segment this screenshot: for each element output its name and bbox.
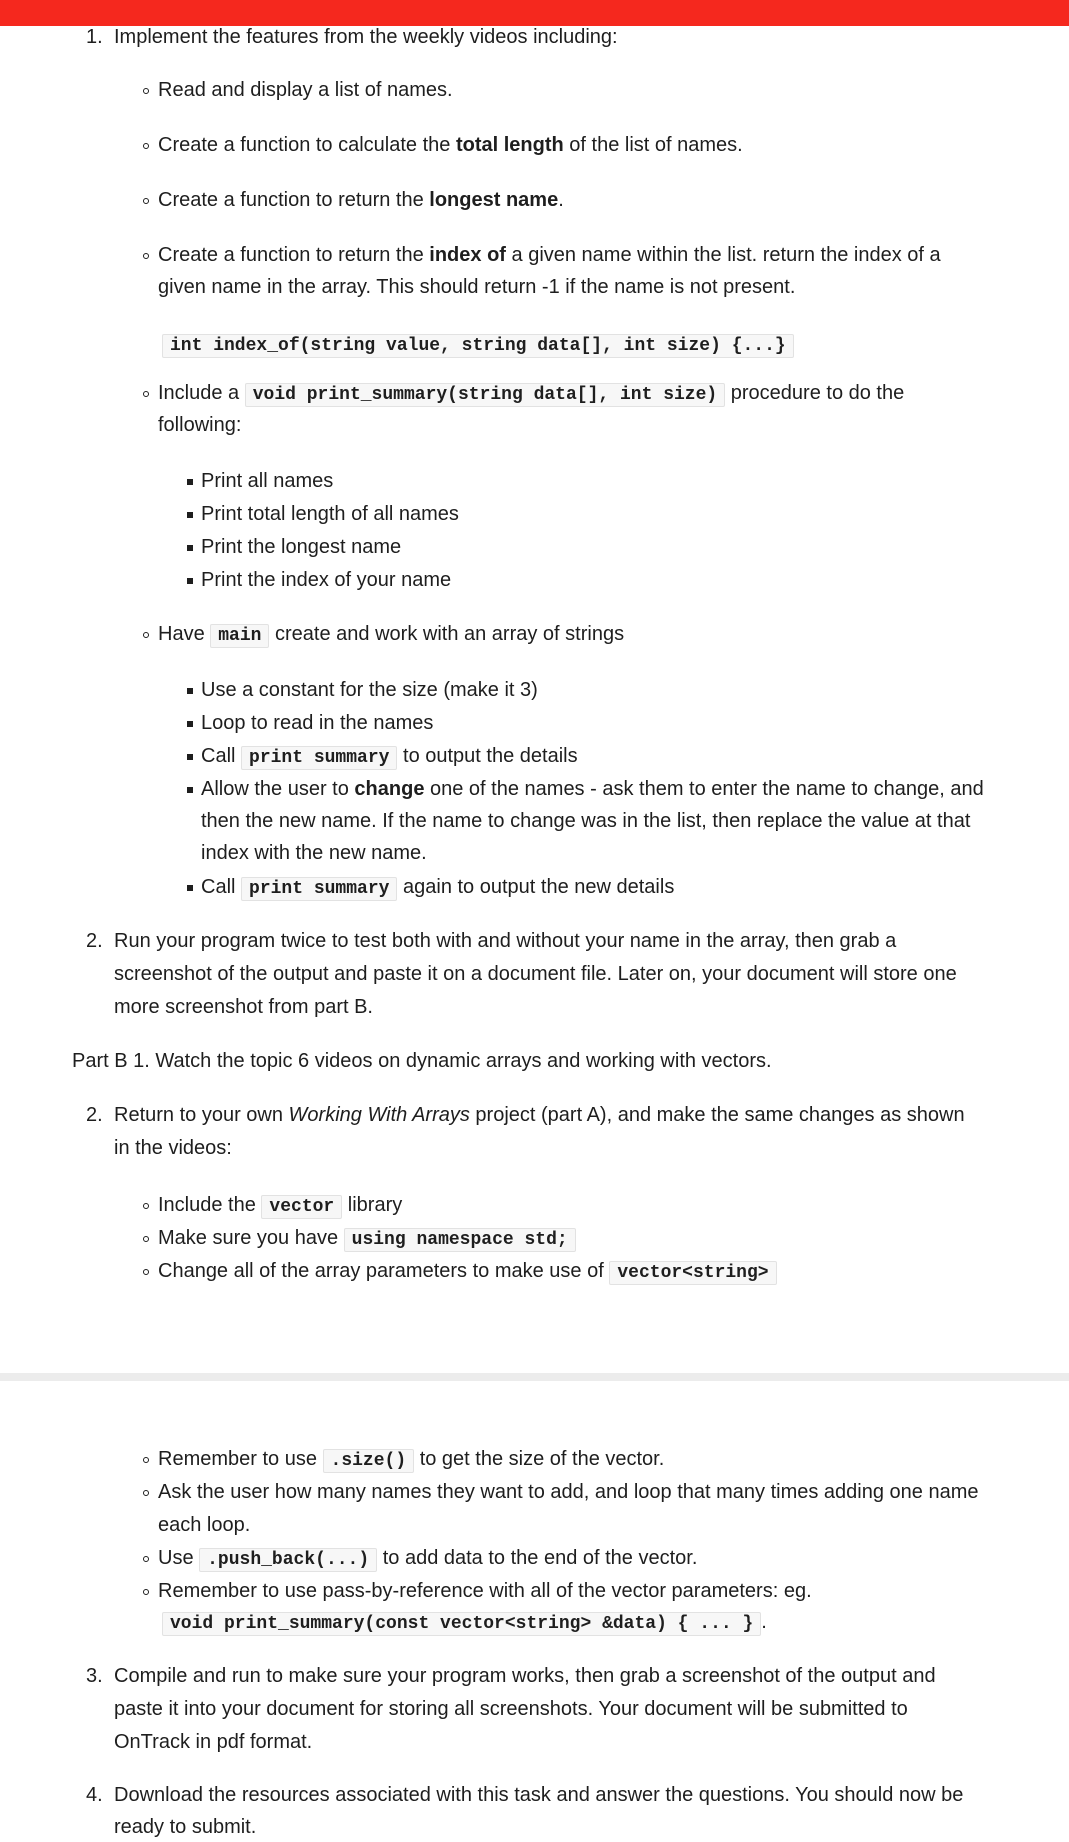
square-bullet-icon [187,545,193,551]
circle-bullet-icon [143,198,149,204]
square-bullet-icon [187,787,193,793]
summary-item-1: Print all names [201,470,334,492]
include-vector-text: Include the vector library [158,1194,403,1217]
reference-code: void print_summary(const vector<string> &data) { ... } . [162,1608,767,1638]
summary-item-2: Print total length of all names [201,503,459,525]
print-summary-text-line2: following: [158,414,242,436]
index-of-signature: int index_of(string value, string data[], int size) {...} [162,330,794,360]
read-display-text: Read and display a list of names. [158,79,453,101]
item1-intro: Implement the features from the weekly videos including: [114,26,618,48]
main-constant: Use a constant for the size (make it 3) [201,679,538,701]
circle-bullet-icon [143,632,149,638]
list-number-1: 1. [86,26,103,48]
square-bullet-icon [187,885,193,891]
page-divider [0,1373,1069,1381]
main-loop: Loop to read in the names [201,712,434,734]
circle-bullet-icon [143,1203,149,1209]
index-of-text: Create a function to return the index of a given name within the list. return the index of a [158,244,941,266]
part-b-item2-line2: in the videos: [114,1137,232,1159]
print-summary-text: Include a void print_summary(string data[], int size) procedure to do the [158,382,905,405]
item2-line2: screenshot of the output and paste it on a document file. Later on, your document will store one [114,963,957,985]
main-call1: Call print summary to output the details [201,745,578,768]
index-of-text-line2: given name in the array. This should return -1 if the name is not present. [158,276,796,298]
ask-text-line2: each loop. [158,1514,251,1536]
item2-line3: more screenshot from part B. [114,996,373,1018]
main-call2: Call print summary again to output the new details [201,876,675,899]
circle-bullet-icon [143,391,149,397]
main-allow-line2: then the new name. If the name to change was in the list, then replace the value at that [201,810,971,832]
summary-item-4: Print the index of your name [201,569,452,591]
part-b-item3-line2: paste it into your document for storing all screenshots. Your document will be submitted to [114,1698,908,1720]
part-b-number-2: 2. [86,1104,103,1126]
item2-line1: Run your program twice to test both with and without your name in the array, then grab a [114,930,897,952]
part-b-item2-line1: Return to your own Working With Arrays project (part A), and make the same changes as shown [114,1104,965,1126]
circle-bullet-icon [143,1556,149,1562]
square-bullet-icon [187,721,193,727]
part-b-item3-line3: OnTrack in pdf format. [114,1731,313,1753]
namespace-text: Make sure you have using namespace std; [158,1224,576,1254]
circle-bullet-icon [143,1589,149,1595]
circle-bullet-icon [143,1269,149,1275]
part-b-item4-line1: Download the resources associated with this task and answer the questions. You should now be [114,1784,964,1806]
circle-bullet-icon [143,1457,149,1463]
params-text: Change all of the array parameters to make use of vector<string> [158,1257,777,1287]
ask-text: Ask the user how many names they want to add, and loop that many times adding one name [158,1481,979,1503]
main-allow: Allow the user to change one of the names - ask them to enter the name to change, and [201,778,984,800]
circle-bullet-icon [143,143,149,149]
square-bullet-icon [187,512,193,518]
circle-bullet-icon [143,1490,149,1496]
main-allow-line3: index with the new name. [201,842,427,864]
longest-name-text: Create a function to return the longest name. [158,189,564,211]
part-b-item4-line2: ready to submit. [114,1816,257,1838]
square-bullet-icon [187,754,193,760]
circle-bullet-icon [143,1236,149,1242]
reference-text: Remember to use pass-by-reference with all of the vector parameters: eg. [158,1580,812,1602]
push-back-text: Use .push_back(...) to add data to the end of the vector. [158,1547,698,1570]
square-bullet-icon [187,578,193,584]
main-text: Have main create and work with an array of strings [158,623,625,646]
size-text: Remember to use .size() to get the size of the vector. [158,1448,665,1471]
list-number-2: 2. [86,930,103,952]
square-bullet-icon [187,688,193,694]
part-b-item3-line1: Compile and run to make sure your program works, then grab a screenshot of the output and [114,1665,936,1687]
part-b-number-4: 4. [86,1784,103,1806]
circle-bullet-icon [143,253,149,259]
square-bullet-icon [187,479,193,485]
part-b-heading: Part B 1. Watch the topic 6 videos on dynamic arrays and working with vectors. [72,1050,772,1072]
circle-bullet-icon [143,88,149,94]
summary-item-3: Print the longest name [201,536,402,558]
total-length-text: Create a function to calculate the total length of the list of names. [158,134,743,156]
part-b-number-3: 3. [86,1665,103,1687]
